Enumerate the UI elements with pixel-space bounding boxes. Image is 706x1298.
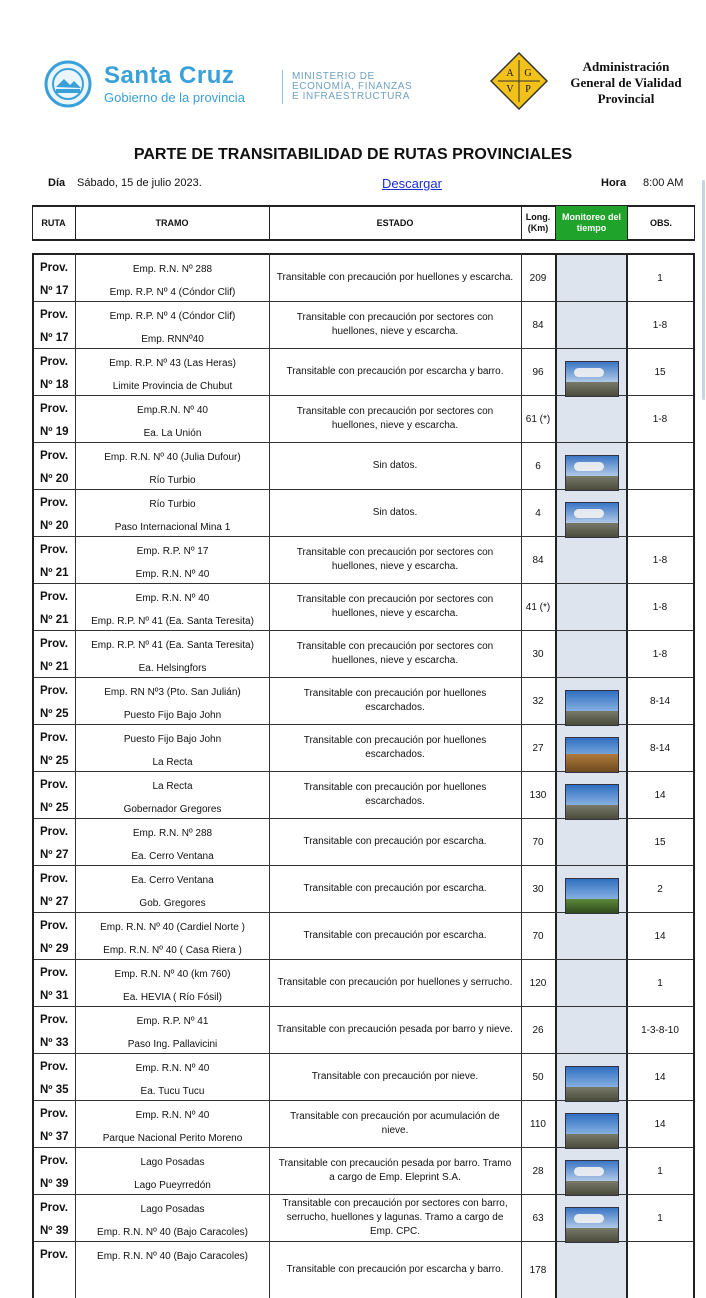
ruta-prefix: Prov.	[40, 826, 68, 838]
weather-camera-thumbnail[interactable]	[565, 878, 619, 914]
scrollbar[interactable]	[702, 180, 705, 400]
table-row	[34, 772, 693, 819]
camera-cloud	[574, 1214, 604, 1223]
ruta-prefix: Prov.	[40, 1108, 68, 1120]
tramo-to: Paso Ing. Pallavicini	[127, 1039, 218, 1050]
ruta-cell	[34, 913, 76, 959]
tramo-from: Emp. R.P. Nº 4 (Cóndor Clif)	[109, 311, 236, 322]
estado-cell: Transitable con precaución por sectores con huellones, nieve y escarcha.	[296, 641, 494, 666]
tramo-from: Río Turbio	[149, 499, 196, 510]
table-row	[34, 1195, 693, 1242]
ruta-prefix: Prov.	[40, 450, 68, 462]
ruta-number: Nº 27	[40, 896, 69, 908]
estado-cell: Transitable con precaución por nieve.	[311, 1071, 479, 1082]
tramo-cell	[77, 537, 268, 583]
tramo-cell	[77, 772, 268, 818]
tramo-cell	[77, 302, 268, 348]
ruta-cell	[34, 1007, 76, 1053]
ruta-number: Nº 27	[40, 849, 69, 861]
ruta-number: Nº 35	[40, 1084, 69, 1096]
tramo-cell	[77, 866, 268, 912]
camera-cloud	[574, 462, 604, 471]
camera-ground	[566, 1134, 618, 1148]
tramo-to: Ea. Helsingfors	[138, 663, 207, 674]
long-cell: 6	[535, 460, 541, 472]
camera-ground	[566, 805, 618, 819]
camera-sky	[566, 1067, 618, 1089]
estado-cell: Transitable con precaución por sectores con huellones, nieve y escarcha.	[296, 547, 494, 572]
weather-camera-thumbnail[interactable]	[565, 1160, 619, 1196]
ruta-prefix: Prov.	[40, 1155, 68, 1167]
ruta-cell	[34, 443, 76, 489]
estado-cell: Transitable con precaución por escarcha y barro.	[286, 1264, 504, 1275]
camera-ground	[566, 1087, 618, 1101]
obs-cell	[627, 443, 693, 489]
estado-cell: Transitable con precaución por escarcha.	[303, 836, 487, 847]
ruta-prefix: Prov.	[40, 1249, 68, 1261]
ruta-prefix: Prov.	[40, 920, 68, 932]
tramo-to: Paso Internacional Mina 1	[114, 522, 231, 533]
estado-cell: Sin datos.	[372, 460, 418, 471]
ruta-number: Nº 18	[40, 379, 69, 391]
ruta-cell	[34, 537, 76, 583]
estado-cell: Transitable con precaución pesada por barro y nieve.	[277, 1024, 513, 1035]
ruta-cell	[34, 819, 76, 865]
table-row	[34, 255, 693, 302]
estado-cell: Transitable con precaución por sectores con huellones, nieve y escarcha.	[296, 406, 494, 431]
camera-ground	[566, 899, 618, 913]
table-row	[34, 490, 693, 537]
tramo-from: Puesto Fijo Bajo John	[123, 734, 222, 745]
long-cell: 32	[532, 695, 544, 707]
estado-cell: Transitable con precaución por huellones y escarcha.	[276, 272, 514, 283]
weather-camera-thumbnail[interactable]	[565, 1207, 619, 1243]
camera-ground	[566, 1181, 618, 1195]
ruta-prefix: Prov.	[40, 873, 68, 885]
tramo-cell	[77, 584, 268, 630]
col-estado: ESTADO	[376, 217, 414, 228]
ruta-prefix: Prov.	[40, 732, 68, 744]
camera-ground	[566, 476, 618, 490]
ruta-prefix: Prov.	[40, 544, 68, 556]
obs-cell: 1	[657, 977, 663, 989]
camera-ground	[566, 711, 618, 725]
long-cell: 70	[532, 836, 544, 848]
weather-camera-thumbnail[interactable]	[565, 784, 619, 820]
ruta-prefix: Prov.	[40, 309, 68, 321]
table-row	[34, 584, 693, 631]
long-cell: 96	[532, 366, 544, 378]
tramo-to: Emp. R.P. Nº 41 (Ea. Santa Teresita)	[91, 616, 254, 627]
ruta-number: Nº 25	[40, 802, 69, 814]
camera-sky	[566, 785, 618, 807]
long-cell: 4	[535, 507, 541, 519]
obs-cell	[627, 1242, 693, 1298]
estado-cell: Transitable con precaución pesada por barro. Tramo a cargo de Emp. Eleprint S.A.	[278, 1158, 512, 1183]
ruta-number: Nº 25	[40, 755, 69, 767]
tramo-cell	[77, 396, 268, 442]
tramo-from: Emp.R.N. Nº 40	[137, 405, 208, 416]
obs-cell: 1-8	[652, 413, 668, 425]
ruta-cell	[34, 1242, 76, 1298]
estado-cell: Transitable con precaución por acumulación de nieve.	[290, 1111, 500, 1136]
estado-cell: Transitable con precaución por escarcha y barro.	[286, 366, 504, 377]
tramo-cell	[77, 349, 268, 395]
table-row	[34, 443, 693, 490]
obs-cell: 1	[657, 272, 663, 284]
ruta-cell	[34, 396, 76, 442]
tramo-cell	[77, 913, 268, 959]
agvp-letter-g: G	[524, 68, 532, 79]
tramo-to: Ea. La Unión	[143, 428, 202, 439]
ruta-cell	[34, 1054, 76, 1100]
col-monitoreo: Monitoreo del tiempo	[556, 206, 627, 240]
estado-cell: Transitable con precaución por huellones escarchados.	[303, 782, 487, 807]
ruta-cell	[34, 1148, 76, 1194]
tramo-to: La Recta	[152, 757, 193, 768]
tramo-to: Parque Nacional Perito Moreno	[102, 1133, 243, 1144]
tramo-from: La Recta	[152, 781, 193, 792]
tramo-from: Emp. R.P. Nº 41 (Ea. Santa Teresita)	[91, 640, 254, 651]
header-divider	[282, 70, 283, 104]
table-row	[34, 631, 693, 678]
tramo-to: Emp. R.N. Nº 40 ( Casa Riera )	[103, 945, 242, 956]
table-row	[34, 302, 693, 349]
tramo-to: Ea. HEVIA ( Río Fósil)	[123, 992, 222, 1003]
tramo-from: Emp. R.N. Nº 40 (Cardiel Norte )	[100, 922, 245, 933]
tramo-cell	[77, 1242, 268, 1298]
ruta-cell	[34, 631, 76, 677]
tramo-to: Emp. R.N. Nº 40 (Bajo Caracoles)	[97, 1227, 248, 1238]
long-cell: 27	[532, 742, 544, 754]
download-link[interactable]: Descargar	[382, 176, 442, 191]
estado-cell: Transitable con precaución por sectores con huellones, nieve y escarcha.	[296, 594, 494, 619]
ruta-cell	[34, 255, 76, 301]
tramo-from: Emp. R.N. Nº 40	[135, 1110, 210, 1121]
camera-cloud	[574, 368, 604, 377]
obs-cell: 14	[654, 789, 666, 801]
table-row	[34, 819, 693, 866]
tramo-cell	[77, 490, 268, 536]
header-divider	[694, 206, 695, 240]
obs-cell: 14	[654, 1071, 666, 1083]
weather-camera-thumbnail[interactable]	[565, 455, 619, 491]
estado-cell: Transitable con precaución por sectores con huellones, nieve y escarcha.	[296, 312, 494, 337]
camera-ground	[566, 754, 618, 772]
camera-cloud	[574, 1167, 604, 1176]
ruta-prefix: Prov.	[40, 685, 68, 697]
ruta-number: Nº 39	[40, 1225, 69, 1237]
col-tramo: TRAMO	[155, 217, 189, 228]
weather-camera-thumbnail[interactable]	[565, 502, 619, 538]
estado-cell: Transitable con precaución por huellones escarchados.	[303, 688, 487, 713]
santa-cruz-name: Santa Cruz	[104, 62, 235, 89]
long-cell: 84	[532, 554, 544, 566]
ruta-number: Nº 29	[40, 943, 69, 955]
tramo-to: Lago Pueyrredón	[134, 1180, 211, 1191]
table-row	[34, 866, 693, 913]
ruta-prefix: Prov.	[40, 1014, 68, 1026]
ruta-number: Nº 33	[40, 1037, 69, 1049]
ministry-name: MINISTERIO DE ECONOMÍA, FINANZAS E INFRAESTRUCTURA	[292, 71, 413, 102]
agvp-name: Administración General de Vialidad Provincial	[570, 59, 682, 106]
obs-cell: 8-14	[649, 695, 670, 707]
tramo-from: Emp. R.N. Nº 40 (km 760)	[114, 969, 231, 980]
tramo-from: Emp. RN Nº3 (Pto. San Julián)	[104, 687, 241, 698]
weather-camera-thumbnail[interactable]	[565, 690, 619, 726]
tramo-from: Emp. R.P. Nº 41	[136, 1016, 209, 1027]
weather-camera-thumbnail[interactable]	[565, 1113, 619, 1149]
col-long: Long. (Km)	[525, 212, 551, 233]
tramo-from: Ea. Cerro Ventana	[131, 875, 214, 886]
ruta-prefix: Prov.	[40, 591, 68, 603]
obs-cell: 8-14	[649, 742, 670, 754]
tramo-to: Emp. RNNº40	[141, 334, 204, 345]
long-cell: 130	[529, 789, 547, 801]
camera-sky	[566, 879, 618, 901]
estado-cell: Transitable con precaución por escarcha.	[303, 930, 487, 941]
tramo-cell	[77, 1054, 268, 1100]
table-row	[34, 725, 693, 772]
table-row	[34, 1148, 693, 1195]
weather-camera-thumbnail[interactable]	[565, 1066, 619, 1102]
ruta-prefix: Prov.	[40, 403, 68, 415]
ruta-prefix: Prov.	[40, 356, 68, 368]
ruta-number: Nº 20	[40, 520, 69, 532]
tramo-to: Río Turbio	[149, 475, 196, 486]
ruta-number: Nº 21	[40, 614, 69, 626]
ruta-cell	[34, 725, 76, 771]
obs-cell: 14	[654, 930, 666, 942]
ruta-prefix: Prov.	[40, 779, 68, 791]
table-row	[34, 1101, 693, 1148]
ruta-prefix: Prov.	[40, 967, 68, 979]
ruta-number: Nº 17	[40, 332, 69, 344]
ruta-number: Nº 20	[40, 473, 69, 485]
table-row	[34, 1242, 693, 1298]
tramo-to: Emp. R.P. Nº 4 (Cóndor Clif)	[109, 287, 236, 298]
tramo-cell	[77, 1101, 268, 1147]
camera-ground	[566, 382, 618, 396]
tramo-cell	[77, 255, 268, 301]
long-cell: 70	[532, 930, 544, 942]
ruta-prefix: Prov.	[40, 262, 68, 274]
ruta-number: Nº 19	[40, 426, 69, 438]
ruta-prefix: Prov.	[40, 1061, 68, 1073]
weather-camera-thumbnail[interactable]	[565, 737, 619, 773]
tramo-cell	[77, 725, 268, 771]
page-title: PARTE DE TRANSITABILIDAD DE RUTAS PROVINCIALES	[133, 146, 573, 163]
ruta-cell	[34, 584, 76, 630]
ruta-prefix: Prov.	[40, 1202, 68, 1214]
tramo-to: Gobernador Gregores	[123, 804, 222, 815]
tramo-from: Lago Posadas	[140, 1157, 205, 1168]
tramo-to: Puesto Fijo Bajo John	[123, 710, 222, 721]
obs-cell: 1-3-8-10	[641, 1024, 679, 1036]
tramo-cell	[77, 1148, 268, 1194]
ruta-number: Nº 25	[40, 708, 69, 720]
long-cell: 61 (*)	[525, 413, 551, 425]
table-row	[34, 960, 693, 1007]
tramo-cell	[77, 678, 268, 724]
tramo-to: Ea. Cerro Ventana	[131, 851, 214, 862]
dia-label: Día	[48, 177, 66, 189]
long-cell: 28	[532, 1165, 544, 1177]
tramo-from: Emp. R.P. Nº 43 (Las Heras)	[109, 358, 236, 369]
col-ruta: RUTA	[41, 217, 66, 228]
tramo-to: Gob. Gregores	[139, 898, 206, 909]
ruta-prefix: Prov.	[40, 497, 68, 509]
hora-label: Hora	[601, 177, 627, 189]
long-cell: 50	[532, 1071, 544, 1083]
obs-cell: 1	[657, 1212, 663, 1224]
table-row	[34, 349, 693, 396]
ruta-cell	[34, 302, 76, 348]
weather-camera-thumbnail[interactable]	[565, 361, 619, 397]
tramo-from: Emp. R.N. Nº 40	[135, 1063, 210, 1074]
table-row	[34, 537, 693, 584]
ruta-cell	[34, 1195, 76, 1241]
tramo-to: Limite Provincia de Chubut	[112, 381, 233, 392]
col-obs: OBS.	[649, 217, 672, 228]
ruta-cell	[34, 678, 76, 724]
camera-ground	[566, 1228, 618, 1242]
camera-cloud	[574, 509, 604, 518]
agvp-logo-icon	[490, 52, 548, 110]
ruta-number: Nº 31	[40, 990, 69, 1002]
ruta-cell	[34, 1101, 76, 1147]
ruta-number: Nº 21	[40, 567, 69, 579]
long-cell: 63	[532, 1212, 544, 1224]
hora-value: 8:00 AM	[643, 177, 684, 189]
ruta-prefix: Prov.	[40, 638, 68, 650]
estado-cell: Sin datos.	[372, 507, 418, 518]
tramo-from: Emp. R.N. Nº 40	[135, 593, 210, 604]
tramo-cell	[77, 1007, 268, 1053]
tramo-from: Lago Posadas	[140, 1204, 205, 1215]
long-cell: 30	[532, 883, 544, 895]
tramo-from: Emp. R.P. Nº 17	[136, 546, 209, 557]
tramo-to: Emp. R.N. Nº 40	[135, 569, 210, 580]
obs-cell: 2	[657, 883, 663, 895]
ruta-cell	[34, 349, 76, 395]
table-row	[34, 1007, 693, 1054]
tramo-cell	[77, 631, 268, 677]
obs-cell: 1-8	[652, 319, 668, 331]
obs-cell: 14	[654, 1118, 666, 1130]
long-cell: 110	[530, 1118, 546, 1130]
table-row	[34, 396, 693, 443]
estado-cell: Transitable con precaución por huellones escarchados.	[303, 735, 487, 760]
long-cell: 26	[532, 1024, 544, 1036]
obs-cell: 15	[654, 366, 666, 378]
obs-cell: 15	[654, 836, 666, 848]
dia-value: Sábado, 15 de julio 2023.	[77, 177, 202, 189]
ruta-cell	[34, 960, 76, 1006]
tramo-cell	[77, 819, 268, 865]
ruta-cell	[34, 772, 76, 818]
obs-cell: 1	[657, 1165, 663, 1177]
santa-cruz-subtitle: Gobierno de la provincia	[104, 90, 245, 105]
long-cell: 84	[532, 319, 544, 331]
ruta-number: Nº 37	[40, 1131, 69, 1143]
tramo-cell	[77, 960, 268, 1006]
agvp-letter-a: A	[506, 68, 514, 79]
table-row	[34, 678, 693, 725]
ruta-number: Nº 39	[40, 1178, 69, 1190]
long-cell: 30	[532, 648, 544, 660]
obs-cell: 1-8	[652, 648, 668, 660]
long-cell: 41 (*)	[525, 601, 551, 613]
tramo-to: Ea. Tucu Tucu	[140, 1086, 205, 1097]
camera-ground	[566, 523, 618, 537]
ruta-cell	[34, 866, 76, 912]
agvp-letter-p: P	[525, 84, 531, 95]
agvp-letter-v: V	[506, 84, 514, 95]
long-cell: 178	[529, 1264, 547, 1276]
table-row	[34, 913, 693, 960]
estado-cell: Transitable con precaución por huellones y serrucho.	[277, 977, 513, 988]
obs-cell	[627, 490, 693, 536]
tramo-cell	[77, 443, 268, 489]
camera-sky	[566, 691, 618, 713]
obs-cell: 1-8	[652, 601, 668, 613]
ruta-number: Nº 17	[40, 285, 69, 297]
tramo-cell	[77, 1195, 268, 1241]
tramo-from: Emp. R.N. Nº 288	[132, 828, 213, 839]
camera-sky	[566, 1114, 618, 1136]
tramo-from: Emp. R.N. Nº 40 (Bajo Caracoles)	[97, 1251, 248, 1262]
tramo-from: Emp. R.N. Nº 40 (Julia Dufour)	[104, 452, 241, 463]
tramo-from: Emp. R.N. Nº 288	[132, 264, 213, 275]
long-cell: 120	[529, 977, 547, 989]
ruta-cell	[34, 490, 76, 536]
santa-cruz-emblem-icon	[44, 60, 92, 108]
ruta-number: Nº 21	[40, 661, 69, 673]
long-cell: 209	[529, 272, 547, 284]
estado-cell: Transitable con precaución por sectores con barro, serrucho, huellones y lagunas. Tramo a cargo de Emp. CPC.	[282, 1198, 508, 1237]
obs-cell: 1-8	[652, 554, 668, 566]
estado-cell: Transitable con precaución por escarcha.	[303, 883, 487, 894]
table-row	[34, 1054, 693, 1101]
